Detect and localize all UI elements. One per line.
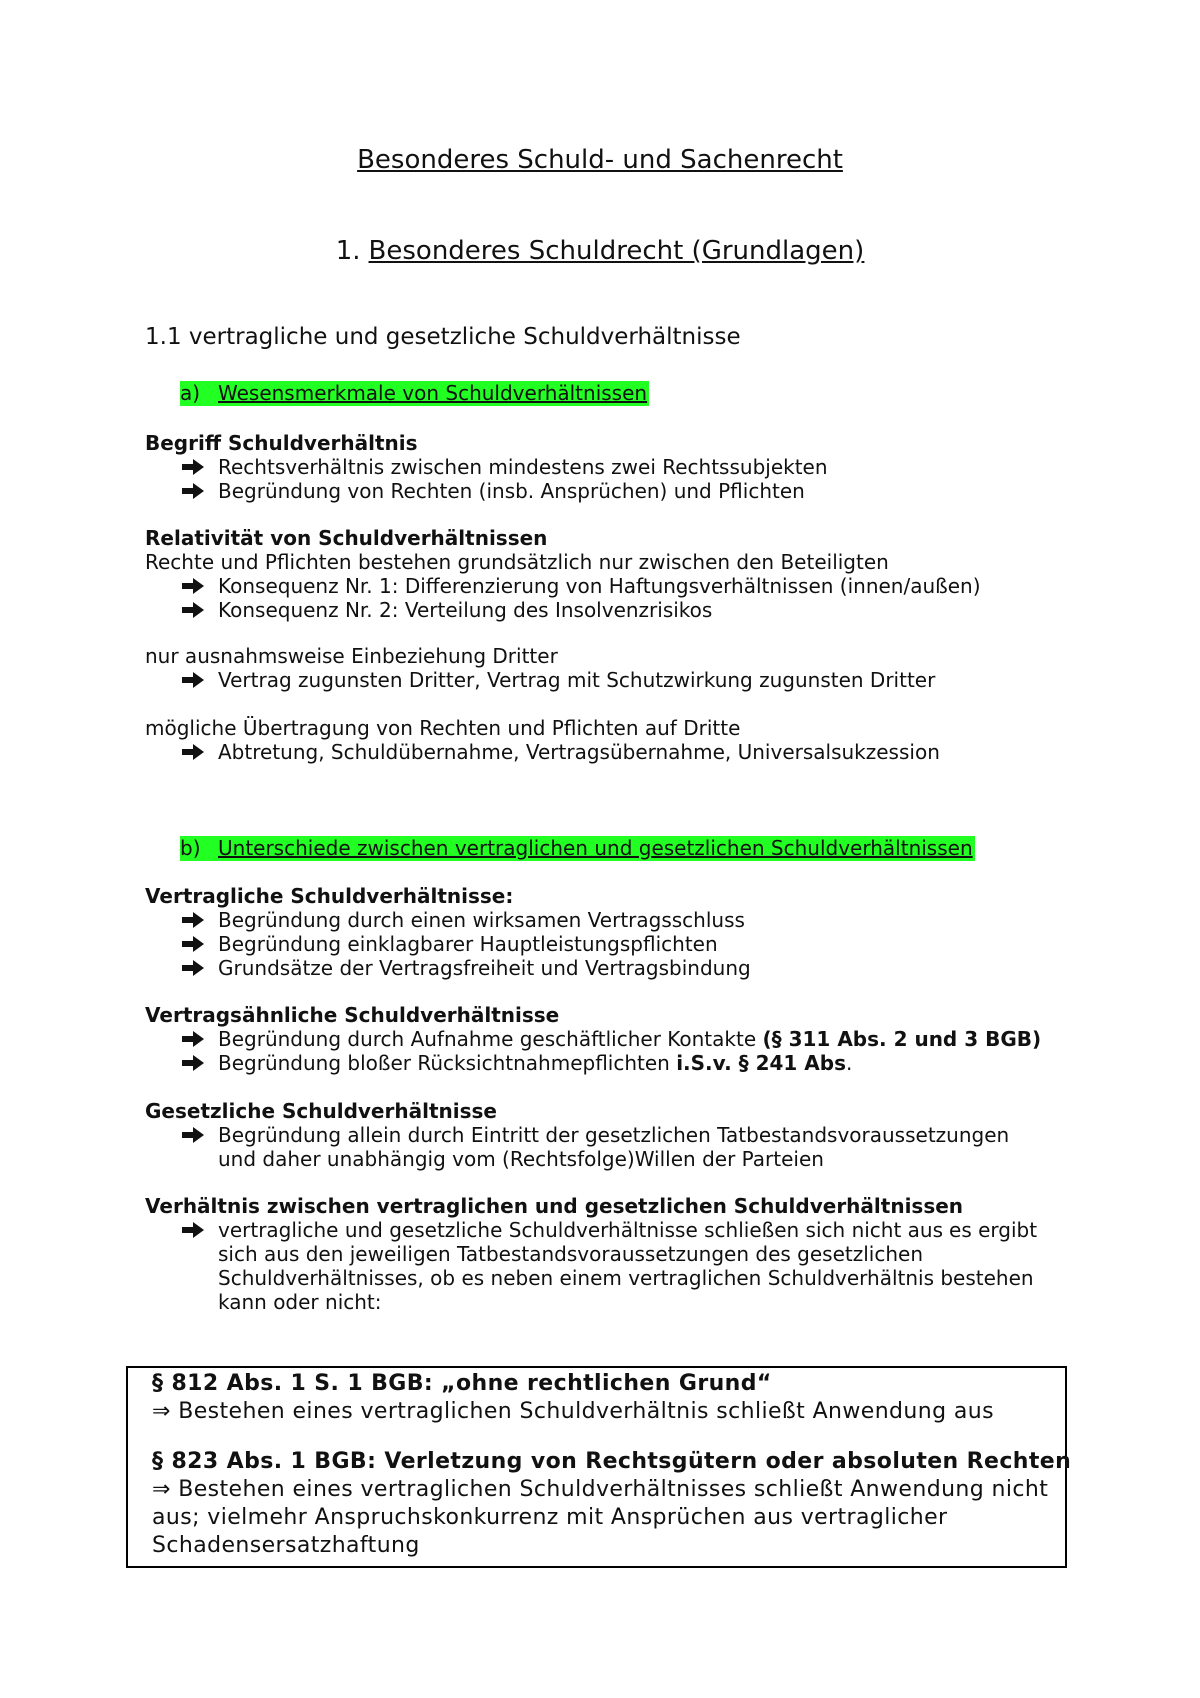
subheading-a-title: Wesensmerkmale von Schuldverhältnissen: [218, 381, 648, 405]
list-item: Grundsätze der Vertragsfreiheit und Vertragsbindung: [145, 956, 1105, 980]
legal-reference: (§ 311 Abs. 2 und 3 BGB): [762, 1027, 1042, 1051]
subheading-b-letter: b): [180, 836, 201, 860]
dritte-block: [145, 644, 1105, 692]
subheading-a: [180, 381, 649, 406]
relativitaet-block: [145, 526, 1105, 622]
list-item: Begründung durch einen wirksamen Vertragsschluss: [145, 908, 1105, 932]
vertragliche-block: [145, 884, 1105, 980]
list-item: Begründung bloßer Rücksichtnahmepflichten i.S.v. § 241 Abs.: [145, 1051, 1105, 1075]
gesetzliche-heading: Gesetzliche Schuldverhältnisse: [145, 1099, 497, 1123]
right-arrow-icon: [182, 672, 204, 688]
legal-examples-box: [126, 1366, 1072, 1568]
list-item: Rechtsverhältnis zwischen mindestens zwei Rechtssubjekten: [145, 455, 1105, 479]
uebertragung-text: mögliche Übertragung von Rechten und Pflichten auf Dritte: [145, 716, 741, 740]
uebertragung-block: [145, 716, 1105, 764]
list-item: Abtretung, Schuldübernahme, Vertragsübernahme, Universalsukzession: [145, 740, 1105, 764]
right-arrow-icon: [182, 1127, 204, 1143]
subheading-b-title: Unterschiede zwischen vertraglichen und gesetzlichen Schuldverhältnissen: [218, 836, 973, 860]
verhaeltnis-block: [145, 1194, 1105, 1314]
box-heading-823: § 823 Abs. 1 BGB: Verletzung von Rechtsgütern oder absoluten Rechten: [152, 1449, 1072, 1474]
right-arrow-icon: [182, 602, 204, 618]
list-item: Konsequenz Nr. 2: Verteilung des Insolvenzrisikos: [145, 598, 1105, 622]
chapter-heading: [0, 235, 1200, 267]
box-text-823-line1: ⇒ Bestehen eines vertraglichen Schuldverhältnisses schließt Anwendung nicht: [152, 1477, 1049, 1502]
list-item: Vertrag zugunsten Dritter, Vertrag mit Schutzwirkung zugunsten Dritter: [145, 668, 1105, 692]
right-arrow-icon: [182, 1055, 204, 1071]
list-item: vertragliche und gesetzliche Schuldverhältnisse schließen sich nicht aus es ergibt sich aus den jeweiligen Tatbestandsvoraussetzungen des gesetzlichen Schuldverhältnisses, ob es neben einem vertraglichen Schuldverhältnis bestehen kann oder nicht:: [145, 1218, 1105, 1314]
list-item: Begründung durch Aufnahme geschäftlicher Kontakte (§ 311 Abs. 2 und 3 BGB): [145, 1027, 1105, 1051]
right-arrow-icon: [182, 936, 204, 952]
vertragliche-heading: Vertragliche Schuldverhältnisse:: [145, 884, 514, 908]
list-item: Konsequenz Nr. 1: Differenzierung von Haftungsverhältnissen (innen/außen): [145, 574, 1105, 598]
box-heading-812: § 812 Abs. 1 S. 1 BGB: „ohne rechtlichen Grund“: [152, 1371, 772, 1396]
relativitaet-text: Rechte und Pflichten bestehen grundsätzlich nur zwischen den Beteiligten: [145, 550, 889, 574]
box-text-812: ⇒ Bestehen eines vertraglichen Schuldverhältnis schließt Anwendung aus: [152, 1399, 994, 1424]
relativitaet-heading: Relativität von Schuldverhältnissen: [145, 526, 548, 550]
right-arrow-icon: [182, 1031, 204, 1047]
right-arrow-icon: [182, 960, 204, 976]
box-text-823-line2: aus; vielmehr Anspruchskonkurrenz mit Ansprüchen aus vertraglicher: [152, 1505, 948, 1530]
begriff-heading: Begriff Schuldverhältnis: [145, 431, 418, 455]
right-arrow-icon: [182, 1222, 204, 1238]
right-arrow-icon: [182, 912, 204, 928]
section-a-body: [145, 431, 1105, 503]
section-heading: 1.1 vertragliche und gesetzliche Schuldverhältnisse: [145, 324, 741, 350]
vertragsaehnliche-heading: Vertragsähnliche Schuldverhältnisse: [145, 1003, 560, 1027]
list-item: Begründung allein durch Eintritt der gesetzlichen Tatbestandsvoraussetzungen und daher unabhängig vom (Rechtsfolge)Willen der Parteien: [145, 1123, 1105, 1171]
chapter-number: 1.: [335, 236, 361, 266]
document-title: Besonderes Schuld- und Sachenrecht: [357, 145, 843, 175]
right-arrow-icon: [182, 744, 204, 760]
right-arrow-icon: [182, 459, 204, 475]
subheading-a-letter: a): [180, 381, 201, 405]
dritte-text: nur ausnahmsweise Einbeziehung Dritter: [145, 644, 558, 668]
chapter-title: Besonderes Schuldrecht (Grundlagen): [368, 236, 865, 266]
right-arrow-icon: [182, 578, 204, 594]
vertragsaehnliche-block: [145, 1003, 1105, 1075]
gesetzliche-block: [145, 1099, 1105, 1171]
box-text-823-line3: Schadensersatzhaftung: [152, 1533, 420, 1558]
verhaeltnis-heading: Verhältnis zwischen vertraglichen und gesetzlichen Schuldverhältnissen: [145, 1194, 964, 1218]
right-arrow-icon: [182, 483, 204, 499]
legal-reference: i.S.v. § 241 Abs: [676, 1051, 846, 1075]
list-item: Begründung einklagbarer Hauptleistungspflichten: [145, 932, 1105, 956]
list-item: Begründung von Rechten (insb. Ansprüchen) und Pflichten: [145, 479, 1105, 503]
subheading-b: [180, 836, 975, 861]
